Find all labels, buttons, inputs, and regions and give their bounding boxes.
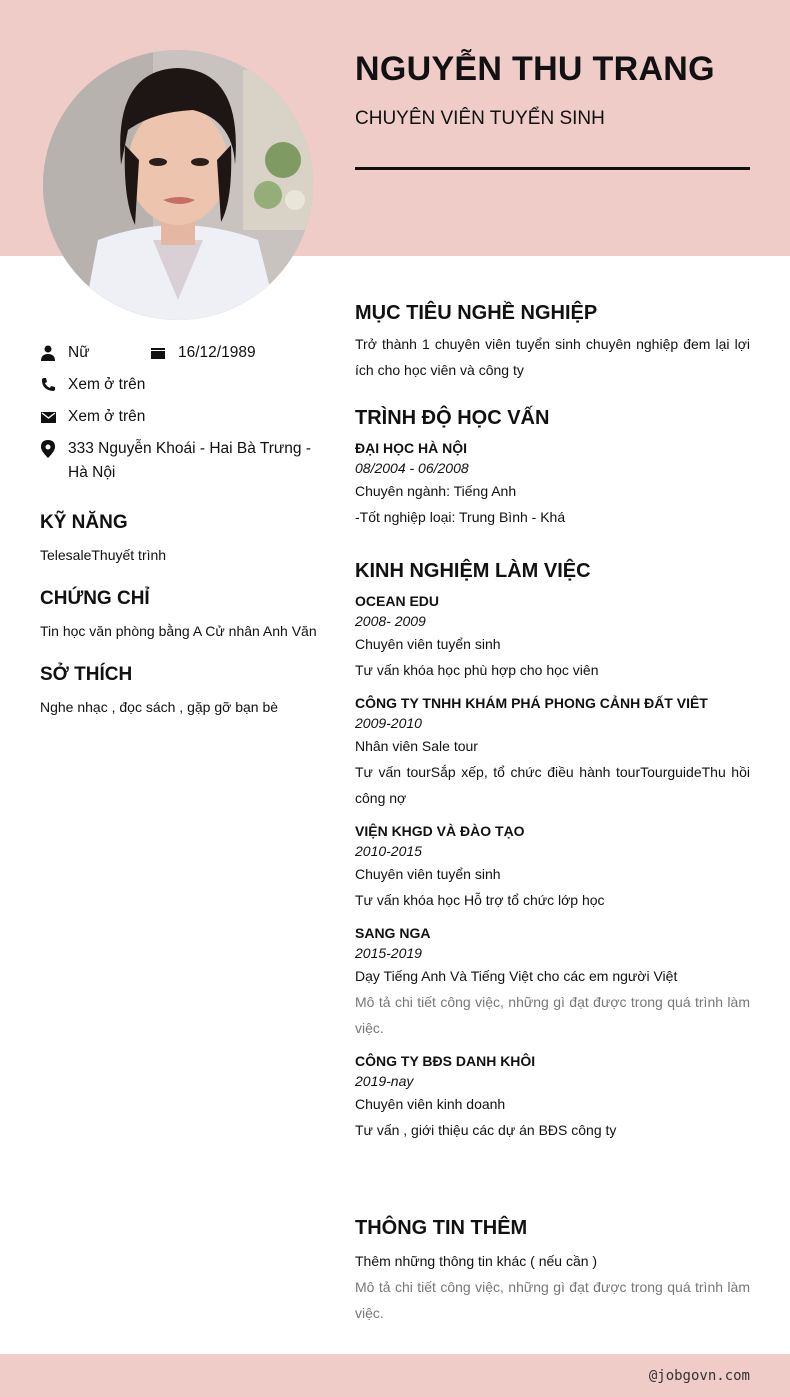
experience-desc: Tư vấn khóa học phù hợp cho học viên xyxy=(355,662,599,678)
calendar-icon xyxy=(150,341,166,365)
location-pin-icon xyxy=(40,437,56,461)
experience-heading: KINH NGHIỆM LÀM VIỆC xyxy=(355,560,591,582)
certificates-heading: CHỨNG CHỈ xyxy=(40,588,150,609)
profile-photo xyxy=(43,50,313,320)
experience-desc: Tư vấn , giới thiệu các dự án BĐS công ty xyxy=(355,1122,617,1138)
hobbies-heading: SỞ THÍCH xyxy=(40,664,133,685)
objective-section xyxy=(355,302,750,383)
candidate-name: NGUYỄN THU TRANG xyxy=(355,50,715,88)
additional-line: Thêm những thông tin khác ( nếu cần ) xyxy=(355,1253,598,1269)
experience-section xyxy=(355,560,750,1143)
experience-period: 2015-2019 xyxy=(355,945,422,961)
watermark: @jobgovn.com xyxy=(648,1368,750,1384)
experience-desc: Tư vấn khóa học Hỗ trợ tổ chức lớp học xyxy=(355,892,605,908)
objective-heading: MỤC TIÊU NGHỀ NGHIỆP xyxy=(355,302,598,324)
hobbies-text: Nghe nhạc , đọc sách , gặp gỡ bạn bè xyxy=(40,699,279,715)
experience-desc: Mô tả chi tiết công việc, những gì đạt được trong quá trình làm việc. xyxy=(355,994,750,1036)
experience-role: Chuyên viên tuyển sinh xyxy=(355,636,501,652)
skills-heading: KỸ NĂNG xyxy=(40,512,128,533)
gender-row xyxy=(40,341,90,365)
mail-icon xyxy=(40,405,56,429)
phone-row xyxy=(40,373,145,397)
skills-text: TelesaleThuyết trình xyxy=(40,547,167,563)
phone-icon xyxy=(40,373,56,397)
education-period: 08/2004 - 06/2008 xyxy=(355,460,469,476)
experience-item xyxy=(355,925,750,1041)
experience-org: CÔNG TY TNHH KHÁM PHÁ PHONG CẢNH ĐẤT VIÊT xyxy=(355,695,708,711)
person-icon xyxy=(40,341,56,365)
experience-item xyxy=(355,1053,750,1143)
address-value: 333 Nguyễn Khoái - Hai Bà Trưng - Hà Nội xyxy=(68,440,312,481)
additional-description: Mô tả chi tiết công việc, những gì đạt được trong quá trình làm việc. xyxy=(355,1279,750,1321)
experience-item xyxy=(355,695,750,811)
email-row xyxy=(40,405,145,429)
job-title: CHUYÊN VIÊN TUYỂN SINH xyxy=(355,108,605,129)
birthdate-value: 16/12/1989 xyxy=(178,344,256,361)
address-row xyxy=(40,437,320,485)
experience-role: Nhân viên Sale tour xyxy=(355,738,478,754)
education-heading: TRÌNH ĐỘ HỌC VẤN xyxy=(355,407,550,429)
birthdate-row xyxy=(150,341,256,365)
experience-org: OCEAN EDU xyxy=(355,593,440,609)
experience-desc: Tư vấn tourSắp xếp, tổ chức điều hành tourTourguideThu hồi công nợ xyxy=(355,764,750,806)
experience-role: Dạy Tiếng Anh Và Tiếng Việt cho các em người Việt xyxy=(355,968,678,984)
education-school: ĐẠI HỌC HÀ NỘI xyxy=(355,440,467,456)
additional-section xyxy=(355,1217,750,1326)
email-value: Xem ở trên xyxy=(68,408,146,425)
phone-value: Xem ở trên xyxy=(68,376,146,393)
experience-role: Chuyên viên tuyển sinh xyxy=(355,866,501,882)
experience-role: Chuyên viên kinh doanh xyxy=(355,1096,506,1112)
experience-period: 2009-2010 xyxy=(355,715,422,731)
profile-photo-illustration xyxy=(43,50,313,320)
experience-org: CÔNG TY BĐS DANH KHÔI xyxy=(355,1053,536,1069)
experience-period: 2010-2015 xyxy=(355,843,422,859)
experience-period: 2008- 2009 xyxy=(355,613,426,629)
experience-item xyxy=(355,823,750,913)
experience-item xyxy=(355,593,750,683)
experience-period: 2019-nay xyxy=(355,1073,414,1089)
objective-text: Trở thành 1 chuyên viên tuyển sinh chuyên nghiệp đem lại lợi ích cho học viên và công ty xyxy=(355,336,750,378)
certificates-text: Tin học văn phòng bằng A Cử nhân Anh Văn xyxy=(40,623,317,639)
additional-heading: THÔNG TIN THÊM xyxy=(355,1217,528,1239)
gender-value: Nữ xyxy=(68,344,90,361)
experience-org: SANG NGA xyxy=(355,925,431,941)
education-grade: -Tốt nghiệp loại: Trung Bình - Khá xyxy=(355,509,566,525)
experience-org: VIỆN KHGD VÀ ĐÀO TẠO xyxy=(355,823,525,839)
title-divider xyxy=(355,167,750,170)
education-major: Chuyên ngành: Tiếng Anh xyxy=(355,483,517,499)
education-section xyxy=(355,407,750,530)
